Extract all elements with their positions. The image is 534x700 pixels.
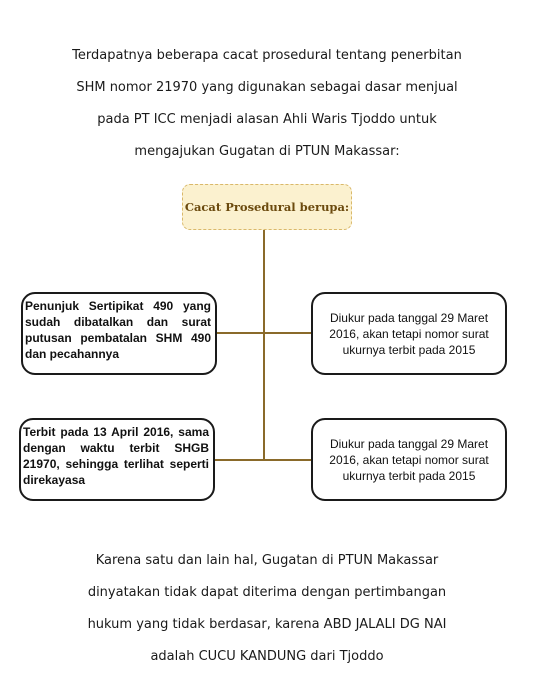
outro-line: adalah CUCU KANDUNG dari Tjoddo xyxy=(150,649,384,664)
node-bottom-right xyxy=(311,418,507,501)
intro-line: mengajukan Gugatan di PTUN Makassar: xyxy=(134,144,400,159)
node-bottom-left: Terbit pada 13 April 2016, sama dengan waktu terbit SHGB 21970, sehingga terlihat seperti direkayasa xyxy=(19,418,215,501)
intro-line: Terdapatnya beberapa cacat prosedural tentang penerbitan xyxy=(72,48,462,63)
outro-line: dinyatakan tidak dapat diterima dengan pertimbangan xyxy=(87,585,447,600)
node-text: Diukur pada tanggal 29 Maret 2016, akan tetapi nomor surat ukurnya terbit pada 2015 xyxy=(329,436,489,483)
conclusion-paragraph xyxy=(40,545,494,673)
intro-line: pada PT ICC menjadi alasan Ahli Waris Tjoddo untuk xyxy=(97,112,437,127)
intro-line: SHM nomor 21970 yang digunakan sebagai dasar menjual xyxy=(76,80,458,95)
root-node: Cacat Prosedural berupa: xyxy=(182,184,352,230)
node-top-left: Penunjuk Sertipikat 490 yang sudah dibatalkan dan surat putusan pembatalan SHM 490 dan pecahannya xyxy=(21,292,217,375)
outro-line: hukum yang tidak berdasar, karena ABD JALALI DG NAI xyxy=(87,617,447,632)
outro-line: Karena satu dan lain hal, Gugatan di PTUN Makassar xyxy=(95,553,439,568)
node-text: Diukur pada tanggal 29 Maret 2016, akan tetapi nomor surat ukurnya terbit pada 2015 xyxy=(329,310,489,357)
node-top-right xyxy=(311,292,507,375)
